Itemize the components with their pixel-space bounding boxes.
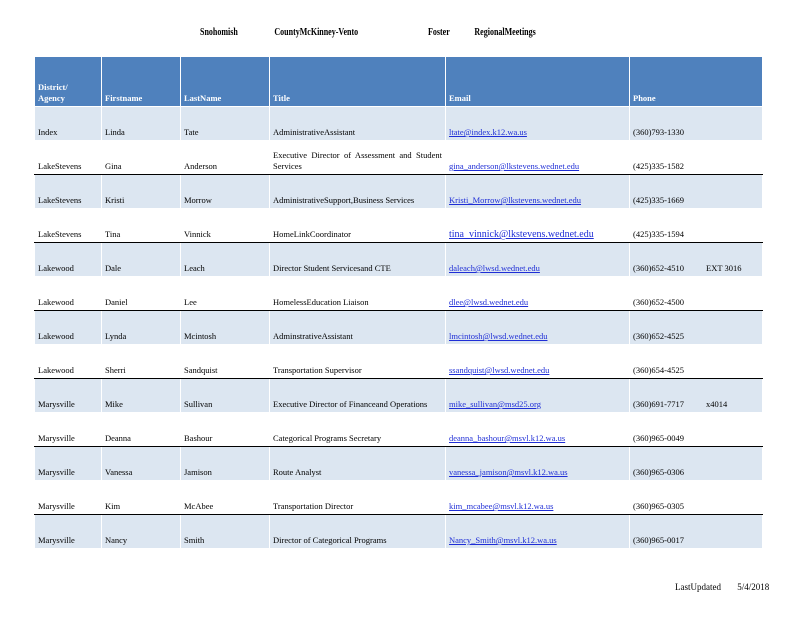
title-cell: Director of Categorical Programs	[270, 515, 446, 549]
table-row	[35, 243, 763, 277]
email-link[interactable]: Kristi_Morrow@lkstevens.wednet.edu	[449, 195, 581, 205]
email-cell	[446, 175, 630, 209]
phone-cell	[630, 243, 763, 277]
email-link[interactable]: lmcintosh@lwsd.wednet.edu	[449, 331, 548, 341]
column-header-phone: Phone	[630, 57, 763, 107]
title-program: CountyMcKinney-Vento	[274, 27, 359, 38]
firstname-cell: Mike	[102, 379, 181, 413]
table-row	[35, 413, 763, 447]
phone-cell	[630, 141, 763, 175]
email-cell	[446, 277, 630, 311]
email-cell	[446, 209, 630, 243]
table-header-row	[35, 57, 763, 107]
column-header-lastname: LastName	[181, 57, 270, 107]
phone-cell	[630, 107, 763, 141]
district-cell: Marysville	[35, 447, 102, 481]
title-cell: AdministrativeSupport,Business Services	[270, 175, 446, 209]
lastname-cell: Jamison	[181, 447, 270, 481]
lastname-cell: Tate	[181, 107, 270, 141]
table-row	[35, 311, 763, 345]
email-link[interactable]: Nancy_Smith@msvl.k12.wa.us	[449, 535, 557, 545]
phone-number: (360)691-7717	[633, 399, 684, 409]
lastname-cell: Bashour	[181, 413, 270, 447]
title-meetings: RegionalMeetings	[474, 27, 536, 38]
phone-number: (425)335-1582	[633, 161, 684, 171]
phone-cell	[630, 515, 763, 549]
firstname-cell: Lynda	[102, 311, 181, 345]
firstname-cell: Sherri	[102, 345, 181, 379]
phone-number: (360)965-0017	[633, 535, 684, 545]
firstname-cell: Dale	[102, 243, 181, 277]
district-cell: Index	[35, 107, 102, 141]
district-cell: Lakewood	[35, 277, 102, 311]
email-cell	[446, 447, 630, 481]
table-row	[35, 277, 763, 311]
column-header-title: Title	[270, 57, 446, 107]
phone-cell	[630, 175, 763, 209]
title-cell: Transportation Supervisor	[270, 345, 446, 379]
lastname-cell: Sullivan	[181, 379, 270, 413]
district-cell: Marysville	[35, 413, 102, 447]
lastname-cell: Mcintosh	[181, 311, 270, 345]
email-cell	[446, 141, 630, 175]
lastname-cell: Morrow	[181, 175, 270, 209]
district-cell: Marysville	[35, 379, 102, 413]
email-cell	[446, 311, 630, 345]
title-cell: Executive Director of Assessment and Student Services	[270, 141, 446, 175]
email-link[interactable]: daleach@lwsd.wednet.edu	[449, 263, 540, 273]
table-row	[35, 515, 763, 549]
phone-cell	[630, 481, 763, 515]
phone-number: (360)654-4525	[633, 365, 684, 375]
title-cell: AdministrativeAssistant	[270, 107, 446, 141]
firstname-cell: Kristi	[102, 175, 181, 209]
email-link[interactable]: dlee@lwsd.wednet.edu	[449, 297, 529, 307]
title-cell: HomelessEducation Liaison	[270, 277, 446, 311]
lastname-cell: McAbee	[181, 481, 270, 515]
lastname-cell: Sandquist	[181, 345, 270, 379]
column-header-firstname: Firstname	[102, 57, 181, 107]
firstname-cell: Gina	[102, 141, 181, 175]
firstname-cell: Daniel	[102, 277, 181, 311]
lastname-cell: Smith	[181, 515, 270, 549]
email-cell	[446, 345, 630, 379]
title-foster: Foster	[428, 27, 450, 38]
lastname-cell: Anderson	[181, 141, 270, 175]
table-row	[35, 175, 763, 209]
phone-cell	[630, 447, 763, 481]
phone-number: (425)335-1669	[633, 195, 684, 205]
lastname-cell: Lee	[181, 277, 270, 311]
email-link[interactable]: deanna_bashour@msvl.k12.wa.us	[449, 433, 566, 443]
email-link[interactable]: mike_sullivan@msd25.org	[449, 399, 541, 409]
firstname-cell: Vanessa	[102, 447, 181, 481]
email-link[interactable]: vanessa_jamison@msvl.k12.wa.us	[449, 467, 568, 477]
district-cell: Marysville	[35, 481, 102, 515]
phone-number: (360)965-0305	[633, 501, 684, 511]
lastname-cell: Leach	[181, 243, 270, 277]
email-cell	[446, 481, 630, 515]
title-cell: Route Analyst	[270, 447, 446, 481]
district-cell: Lakewood	[35, 243, 102, 277]
title-county: Snohomish	[200, 27, 238, 38]
email-cell	[446, 413, 630, 447]
last-updated-date: 5/4/2018	[737, 582, 770, 592]
phone-number: (360)793-1330	[633, 127, 684, 137]
email-cell	[446, 243, 630, 277]
district-cell: LakeStevens	[35, 175, 102, 209]
phone-cell	[630, 311, 763, 345]
phone-cell	[630, 277, 763, 311]
lastname-cell: Vinnick	[181, 209, 270, 243]
phone-cell	[630, 345, 763, 379]
firstname-cell: Kim	[102, 481, 181, 515]
email-link[interactable]: tina_vinnick@lkstevens.wednet.edu	[449, 229, 594, 240]
email-link[interactable]: kim_mcabee@msvl.k12.wa.us	[449, 501, 554, 511]
column-header-email: Email	[446, 57, 630, 107]
table-row	[35, 141, 763, 175]
table-row	[35, 209, 763, 243]
table-row	[35, 345, 763, 379]
table-row	[35, 447, 763, 481]
phone-number: (360)652-4500	[633, 297, 684, 307]
email-link[interactable]: ltate@index.k12.wa.us	[449, 127, 527, 137]
last-updated	[675, 582, 769, 592]
table-row	[35, 107, 763, 141]
table-row	[35, 481, 763, 515]
contact-table	[34, 56, 763, 549]
title-cell: HomeLinkCoordinator	[270, 209, 446, 243]
district-cell: LakeStevens	[35, 141, 102, 175]
phone-extension: EXT 3016	[706, 263, 742, 273]
phone-number: (360)965-0049	[633, 433, 684, 443]
firstname-cell: Tina	[102, 209, 181, 243]
document-title	[0, 27, 640, 41]
phone-number: (360)652-4525	[633, 331, 684, 341]
title-cell: Director Student Servicesand CTE	[270, 243, 446, 277]
table-row	[35, 379, 763, 413]
email-cell	[446, 379, 630, 413]
district-cell: Marysville	[35, 515, 102, 549]
column-header-district: District/ Agency	[35, 57, 102, 107]
title-cell: Executive Director of Financeand Operations	[270, 379, 446, 413]
title-cell: AdminstrativeAssistant	[270, 311, 446, 345]
phone-extension: x4014	[706, 399, 728, 409]
phone-cell	[630, 413, 763, 447]
phone-cell	[630, 209, 763, 243]
title-cell: Categorical Programs Secretary	[270, 413, 446, 447]
firstname-cell: Linda	[102, 107, 181, 141]
firstname-cell: Nancy	[102, 515, 181, 549]
phone-number: (360)965-0306	[633, 467, 684, 477]
title-cell: Transportation Director	[270, 481, 446, 515]
phone-number: (425)335-1594	[633, 229, 684, 239]
email-cell	[446, 107, 630, 141]
email-link[interactable]: gina_anderson@lkstevens.wednet.edu	[449, 161, 580, 171]
district-cell: LakeStevens	[35, 209, 102, 243]
last-updated-label: LastUpdated	[675, 582, 721, 592]
district-cell: Lakewood	[35, 345, 102, 379]
phone-number: (360)652-4510	[633, 263, 684, 273]
district-cell: Lakewood	[35, 311, 102, 345]
firstname-cell: Deanna	[102, 413, 181, 447]
email-link[interactable]: ssandquist@lwsd.wednet.edu	[449, 365, 550, 375]
phone-cell	[630, 379, 763, 413]
email-cell	[446, 515, 630, 549]
